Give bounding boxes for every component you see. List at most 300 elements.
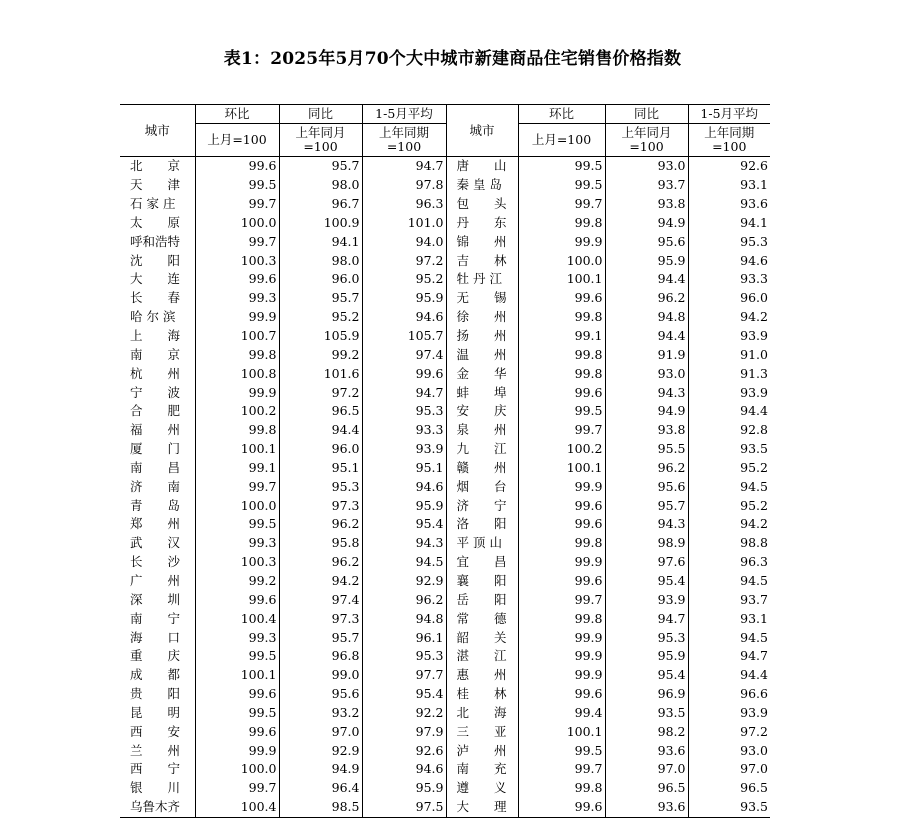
- yoy-value-left: 95.7: [279, 628, 362, 647]
- avg-value-left: 95.9: [362, 289, 446, 308]
- mom-value-right: 99.8: [518, 214, 605, 233]
- city-name-left: 南 昌: [130, 459, 181, 475]
- yoy-value-right: 93.0: [605, 157, 688, 176]
- table-row: [120, 722, 770, 741]
- city-name-right: 洛 阳: [456, 516, 507, 532]
- city-name-right: 泉 州: [456, 422, 507, 438]
- avg-value-left: 95.2: [362, 270, 446, 289]
- yoy-value-right: 93.6: [605, 798, 688, 817]
- city-name-left: 沈 阳: [130, 252, 181, 268]
- yoy-value-right: 96.9: [605, 685, 688, 704]
- yoy-value-left: 95.1: [279, 459, 362, 478]
- yoy-value-right: 93.8: [605, 195, 688, 214]
- city-name-right: 南 充: [456, 761, 507, 777]
- city-name-left: 石 家 庄: [130, 196, 176, 212]
- avg-value-left: 97.7: [362, 666, 446, 685]
- mom-value-left: 99.5: [195, 647, 279, 666]
- avg-value-right: 92.6: [688, 157, 770, 176]
- mom-value-left: 99.6: [195, 590, 279, 609]
- city-name-left: 乌鲁木齐: [120, 798, 195, 817]
- mom-value-left: 99.6: [195, 157, 279, 176]
- yoy-value-right: 95.4: [605, 572, 688, 591]
- avg-value-right: 93.9: [688, 327, 770, 346]
- yoy-value-right: 95.9: [605, 647, 688, 666]
- city-name-left: 杭 州: [130, 365, 181, 381]
- yoy-value-right: 97.6: [605, 553, 688, 572]
- avg-value-left: 99.6: [362, 364, 446, 383]
- mom-value-right: 99.7: [518, 195, 605, 214]
- mom-value-right: 99.6: [518, 685, 605, 704]
- city-name-right: 湛 江: [456, 648, 507, 664]
- yoy-value-right: 93.7: [605, 176, 688, 195]
- city-name-right: 九 江: [456, 441, 507, 457]
- city-name-right: 常 德: [456, 610, 507, 626]
- mom-value-left: 100.3: [195, 553, 279, 572]
- city-name-right: 遵 义: [456, 780, 507, 796]
- yoy-value-left: 100.9: [279, 214, 362, 233]
- city-name-left: 南 宁: [130, 610, 181, 626]
- avg-value-right: 91.3: [688, 364, 770, 383]
- yoy-value-right: 91.9: [605, 345, 688, 364]
- city-name-right: 桂 林: [456, 686, 507, 702]
- mom-value-right: 100.1: [518, 722, 605, 741]
- yoy-value-left: 95.3: [279, 477, 362, 496]
- mom-value-right: 100.1: [518, 459, 605, 478]
- avg-value-left: 93.3: [362, 421, 446, 440]
- city-name-right: 三 亚: [456, 723, 507, 739]
- city-name-right: 济 宁: [456, 497, 507, 513]
- avg-value-left: 97.5: [362, 798, 446, 817]
- city-name-left: 北 京: [130, 158, 181, 174]
- mom-header-right: 环比: [518, 105, 605, 124]
- avg-value-right: 93.9: [688, 383, 770, 402]
- avg-value-left: 94.8: [362, 609, 446, 628]
- mom-value-right: 99.6: [518, 798, 605, 817]
- avg-value-left: 94.7: [362, 157, 446, 176]
- city-name-right: 金 华: [456, 365, 507, 381]
- table-row: [120, 666, 770, 685]
- table-row: [120, 383, 770, 402]
- avg-value-left: 96.3: [362, 195, 446, 214]
- mom-value-right: 99.9: [518, 666, 605, 685]
- city-name-right: 襄 阳: [456, 572, 507, 588]
- yoy-header-left: 同比: [279, 105, 362, 124]
- mom-value-right: 99.7: [518, 421, 605, 440]
- mom-value-left: 99.3: [195, 289, 279, 308]
- city-name-left: 合 肥: [130, 403, 181, 419]
- avg-value-left: 94.3: [362, 534, 446, 553]
- avg-value-right: 93.5: [688, 440, 770, 459]
- city-name-left: 郑 州: [130, 516, 181, 532]
- table-row: [120, 760, 770, 779]
- yoy-value-right: 94.3: [605, 383, 688, 402]
- yoy-value-right: 97.0: [605, 760, 688, 779]
- yoy-value-left: 97.0: [279, 722, 362, 741]
- page-title: 表1：2025年5月70个大中城市新建商品住宅销售价格指数: [223, 49, 682, 69]
- yoy-value-left: 96.7: [279, 195, 362, 214]
- table-row: [120, 157, 770, 176]
- yoy-value-left: 96.8: [279, 647, 362, 666]
- yoy-value-right: 98.9: [605, 534, 688, 553]
- yoy-value-right: 95.7: [605, 496, 688, 515]
- avg-value-left: 94.6: [362, 308, 446, 327]
- city-name-right: 无 锡: [456, 290, 507, 306]
- avg-value-left: 93.9: [362, 440, 446, 459]
- city-name-right: 烟 台: [456, 478, 507, 494]
- price-index-table: [120, 104, 770, 818]
- mom-value-left: 100.0: [195, 760, 279, 779]
- yoy-value-left: 97.2: [279, 383, 362, 402]
- mom-value-left: 100.4: [195, 798, 279, 817]
- city-name-left: 长 春: [130, 290, 181, 306]
- yoy-value-left: 94.2: [279, 572, 362, 591]
- city-name-left: 福 州: [130, 422, 181, 438]
- mom-value-right: 99.6: [518, 289, 605, 308]
- table-row: [120, 195, 770, 214]
- avg-value-left: 101.0: [362, 214, 446, 233]
- yoy-value-left: 95.6: [279, 685, 362, 704]
- avg-value-right: 93.1: [688, 609, 770, 628]
- yoy-value-left: 95.2: [279, 308, 362, 327]
- city-name-right: 徐 州: [456, 309, 507, 325]
- yoy-value-right: 95.4: [605, 666, 688, 685]
- yoy-value-right: 95.6: [605, 232, 688, 251]
- city-name-right: 韶 关: [456, 629, 507, 645]
- mom-value-left: 99.5: [195, 515, 279, 534]
- mom-value-left: 100.3: [195, 251, 279, 270]
- avg-value-right: 96.6: [688, 685, 770, 704]
- avg-value-right: 96.0: [688, 289, 770, 308]
- mom-value-left: 99.9: [195, 308, 279, 327]
- mom-value-right: 99.8: [518, 308, 605, 327]
- mom-value-left: 100.2: [195, 402, 279, 421]
- avg-header-left: 1-5月平均: [362, 105, 446, 124]
- mom-value-left: 99.9: [195, 383, 279, 402]
- mom-value-left: 99.1: [195, 459, 279, 478]
- city-name-right: 安 庆: [456, 403, 507, 419]
- yoy-value-right: 94.9: [605, 214, 688, 233]
- yoy-value-right: 94.7: [605, 609, 688, 628]
- avg-value-left: 92.9: [362, 572, 446, 591]
- avg-value-left: 95.3: [362, 647, 446, 666]
- avg-base-left: 上年同期 =100: [362, 124, 446, 157]
- city-name-left: 南 京: [130, 346, 181, 362]
- yoy-base-right: 上年同月 =100: [605, 124, 688, 157]
- yoy-value-left: 99.2: [279, 345, 362, 364]
- city-header-left: 城市: [120, 105, 195, 157]
- table-row: [120, 741, 770, 760]
- city-name-left: 济 南: [130, 478, 181, 494]
- avg-value-left: 95.9: [362, 779, 446, 798]
- avg-value-left: 97.4: [362, 345, 446, 364]
- mom-value-left: 99.8: [195, 345, 279, 364]
- avg-value-right: 96.3: [688, 553, 770, 572]
- city-name-left: 呼和浩特: [130, 233, 181, 249]
- mom-value-right: 100.1: [518, 270, 605, 289]
- city-name-left: 宁 波: [130, 384, 181, 400]
- city-name-right: 蚌 埠: [456, 384, 507, 400]
- avg-value-left: 94.6: [362, 477, 446, 496]
- city-name-left: 天 津: [130, 177, 181, 193]
- avg-value-left: 94.7: [362, 383, 446, 402]
- yoy-value-right: 96.5: [605, 779, 688, 798]
- mom-base-right: 上月=100: [518, 124, 605, 157]
- table-row: [120, 176, 770, 195]
- city-name-left: 成 都: [130, 667, 181, 683]
- avg-value-right: 95.2: [688, 496, 770, 515]
- mom-value-left: 99.8: [195, 421, 279, 440]
- yoy-value-right: 93.6: [605, 741, 688, 760]
- yoy-value-left: 95.7: [279, 289, 362, 308]
- avg-value-right: 93.5: [688, 798, 770, 817]
- city-name-right: 平 顶 山: [456, 535, 502, 551]
- city-name-right: 吉 林: [456, 252, 507, 268]
- avg-value-right: 94.2: [688, 308, 770, 327]
- mom-value-left: 99.5: [195, 703, 279, 722]
- city-name-right: 温 州: [456, 346, 507, 362]
- mom-value-left: 99.5: [195, 176, 279, 195]
- table-row: [120, 327, 770, 346]
- city-name-left: 兰 州: [130, 742, 181, 758]
- mom-value-right: 99.5: [518, 176, 605, 195]
- mom-value-left: 99.7: [195, 779, 279, 798]
- yoy-value-left: 98.5: [279, 798, 362, 817]
- yoy-value-left: 93.2: [279, 703, 362, 722]
- table-row: [120, 609, 770, 628]
- avg-value-right: 95.2: [688, 459, 770, 478]
- yoy-value-right: 95.3: [605, 628, 688, 647]
- table-row: [120, 703, 770, 722]
- mom-value-right: 99.9: [518, 628, 605, 647]
- avg-value-right: 94.5: [688, 572, 770, 591]
- yoy-value-right: 94.8: [605, 308, 688, 327]
- mom-value-left: 100.1: [195, 440, 279, 459]
- mom-value-right: 99.4: [518, 703, 605, 722]
- city-name-right: 包 头: [456, 196, 507, 212]
- table-row: [120, 232, 770, 251]
- yoy-value-left: 98.0: [279, 176, 362, 195]
- city-name-left: 青 岛: [130, 497, 181, 513]
- table-row: [120, 421, 770, 440]
- mom-value-right: 99.8: [518, 364, 605, 383]
- city-name-right: 牡 丹 江: [456, 271, 502, 287]
- yoy-value-right: 93.9: [605, 590, 688, 609]
- yoy-value-right: 98.2: [605, 722, 688, 741]
- avg-header-right: 1-5月平均: [688, 105, 770, 124]
- table-row: [120, 308, 770, 327]
- avg-value-right: 92.8: [688, 421, 770, 440]
- city-name-right: 丹 东: [456, 214, 507, 230]
- avg-value-right: 93.7: [688, 590, 770, 609]
- avg-value-left: 95.3: [362, 402, 446, 421]
- table-row: [120, 496, 770, 515]
- yoy-value-left: 97.4: [279, 590, 362, 609]
- table-row: [120, 270, 770, 289]
- avg-value-right: 94.6: [688, 251, 770, 270]
- city-name-left: 西 宁: [130, 761, 181, 777]
- avg-value-right: 93.1: [688, 176, 770, 195]
- mom-value-right: 99.6: [518, 383, 605, 402]
- avg-value-right: 97.2: [688, 722, 770, 741]
- table-row: [120, 553, 770, 572]
- city-name-right: 扬 州: [456, 328, 507, 344]
- yoy-value-left: 94.4: [279, 421, 362, 440]
- city-name-right: 宜 昌: [456, 554, 507, 570]
- mom-value-right: 99.5: [518, 157, 605, 176]
- yoy-value-left: 105.9: [279, 327, 362, 346]
- mom-value-right: 99.5: [518, 402, 605, 421]
- city-name-left: 厦 门: [130, 441, 181, 457]
- yoy-header-right: 同比: [605, 105, 688, 124]
- mom-value-right: 99.7: [518, 590, 605, 609]
- yoy-value-left: 95.8: [279, 534, 362, 553]
- table-row: [120, 364, 770, 383]
- avg-value-left: 96.2: [362, 590, 446, 609]
- city-name-left: 长 沙: [130, 554, 181, 570]
- avg-value-left: 94.5: [362, 553, 446, 572]
- avg-value-left: 97.9: [362, 722, 446, 741]
- mom-base-left: 上月=100: [195, 124, 279, 157]
- mom-value-left: 100.1: [195, 666, 279, 685]
- mom-value-right: 99.1: [518, 327, 605, 346]
- mom-value-left: 99.6: [195, 722, 279, 741]
- table-row: [120, 440, 770, 459]
- yoy-value-right: 94.9: [605, 402, 688, 421]
- yoy-value-right: 94.4: [605, 327, 688, 346]
- table-row: [120, 647, 770, 666]
- avg-value-right: 94.4: [688, 402, 770, 421]
- avg-value-left: 94.0: [362, 232, 446, 251]
- city-name-left: 银 川: [130, 780, 181, 796]
- table-row: [120, 345, 770, 364]
- table-row: [120, 477, 770, 496]
- city-name-left: 大 连: [130, 271, 181, 287]
- table-row: [120, 459, 770, 478]
- city-name-right: 惠 州: [456, 667, 507, 683]
- avg-value-right: 91.0: [688, 345, 770, 364]
- mom-value-left: 100.4: [195, 609, 279, 628]
- city-name-left: 武 汉: [130, 535, 181, 551]
- city-name-right: 秦 皇 岛: [456, 177, 502, 193]
- avg-value-left: 97.2: [362, 251, 446, 270]
- city-name-right: 泸 州: [456, 742, 507, 758]
- avg-value-right: 94.1: [688, 214, 770, 233]
- table-row: [120, 590, 770, 609]
- mom-value-left: 99.7: [195, 232, 279, 251]
- yoy-value-left: 97.3: [279, 496, 362, 515]
- mom-value-right: 99.9: [518, 553, 605, 572]
- avg-value-right: 95.3: [688, 232, 770, 251]
- avg-value-right: 94.2: [688, 515, 770, 534]
- avg-value-left: 95.9: [362, 496, 446, 515]
- mom-value-right: 99.7: [518, 760, 605, 779]
- avg-value-left: 92.2: [362, 703, 446, 722]
- yoy-value-left: 96.0: [279, 440, 362, 459]
- city-name-left: 西 安: [130, 723, 181, 739]
- yoy-value-right: 93.0: [605, 364, 688, 383]
- mom-value-right: 99.5: [518, 741, 605, 760]
- yoy-value-left: 95.7: [279, 157, 362, 176]
- city-name-right: 岳 阳: [456, 591, 507, 607]
- table-row: [120, 572, 770, 591]
- yoy-value-right: 96.2: [605, 289, 688, 308]
- avg-value-right: 94.4: [688, 666, 770, 685]
- mom-value-right: 100.0: [518, 251, 605, 270]
- avg-value-right: 93.0: [688, 741, 770, 760]
- city-header-right: 城市: [446, 105, 518, 157]
- yoy-value-left: 96.0: [279, 270, 362, 289]
- avg-value-left: 92.6: [362, 741, 446, 760]
- table-row: [120, 534, 770, 553]
- avg-value-right: 98.8: [688, 534, 770, 553]
- mom-header-left: 环比: [195, 105, 279, 124]
- table-row: [120, 402, 770, 421]
- table-row: [120, 628, 770, 647]
- avg-value-left: 105.7: [362, 327, 446, 346]
- city-name-right: 大 理: [446, 798, 518, 817]
- avg-value-left: 95.4: [362, 685, 446, 704]
- city-name-left: 哈 尔 滨: [130, 309, 176, 325]
- yoy-value-right: 96.2: [605, 459, 688, 478]
- mom-value-left: 100.0: [195, 214, 279, 233]
- table-row: [120, 251, 770, 270]
- yoy-base-left: 上年同月 =100: [279, 124, 362, 157]
- mom-value-left: 99.7: [195, 477, 279, 496]
- mom-value-left: 100.8: [195, 364, 279, 383]
- mom-value-right: 99.8: [518, 534, 605, 553]
- yoy-value-right: 95.5: [605, 440, 688, 459]
- mom-value-left: 99.3: [195, 534, 279, 553]
- mom-value-left: 99.6: [195, 685, 279, 704]
- city-name-left: 贵 阳: [130, 686, 181, 702]
- mom-value-right: 99.8: [518, 345, 605, 364]
- yoy-value-left: 98.0: [279, 251, 362, 270]
- mom-value-left: 99.2: [195, 572, 279, 591]
- city-name-left: 海 口: [130, 629, 181, 645]
- yoy-value-left: 99.0: [279, 666, 362, 685]
- city-name-left: 深 圳: [130, 591, 181, 607]
- table-row: [120, 798, 770, 817]
- avg-value-right: 93.3: [688, 270, 770, 289]
- yoy-value-right: 95.9: [605, 251, 688, 270]
- city-name-left: 广 州: [130, 572, 181, 588]
- mom-value-right: 99.9: [518, 647, 605, 666]
- mom-value-left: 99.9: [195, 741, 279, 760]
- yoy-value-left: 94.1: [279, 232, 362, 251]
- yoy-value-left: 97.3: [279, 609, 362, 628]
- table-row: [120, 289, 770, 308]
- yoy-value-left: 94.9: [279, 760, 362, 779]
- city-name-right: 锦 州: [456, 233, 507, 249]
- avg-value-left: 96.1: [362, 628, 446, 647]
- mom-value-left: 99.6: [195, 270, 279, 289]
- avg-value-left: 97.8: [362, 176, 446, 195]
- mom-value-right: 99.6: [518, 496, 605, 515]
- table-row: [120, 779, 770, 798]
- yoy-value-left: 101.6: [279, 364, 362, 383]
- avg-base-right: 上年同期 =100: [688, 124, 770, 157]
- city-name-left: 重 庆: [130, 648, 181, 664]
- yoy-value-right: 93.5: [605, 703, 688, 722]
- yoy-value-left: 96.5: [279, 402, 362, 421]
- city-name-left: 太 原: [130, 214, 181, 230]
- yoy-value-left: 96.2: [279, 553, 362, 572]
- avg-value-left: 95.4: [362, 515, 446, 534]
- avg-value-right: 94.5: [688, 477, 770, 496]
- city-name-left: 上 海: [130, 328, 181, 344]
- yoy-value-left: 96.2: [279, 515, 362, 534]
- yoy-value-right: 94.3: [605, 515, 688, 534]
